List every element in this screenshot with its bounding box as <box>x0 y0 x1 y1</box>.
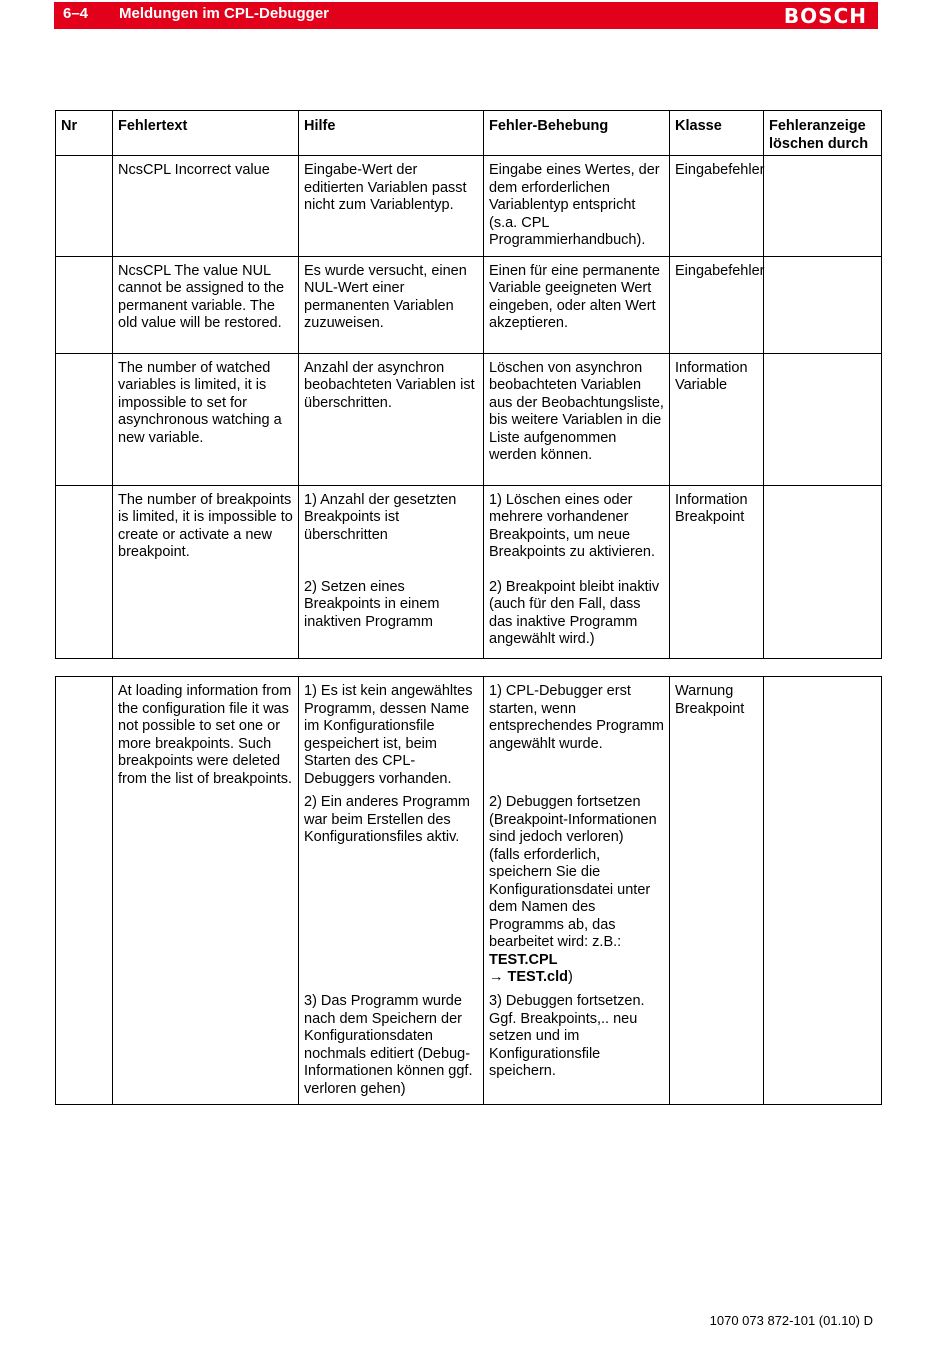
cell-hilfe <box>299 485 484 658</box>
hilfe-item: 1) Anzahl der gesetzten Breakpoints ist überschritten <box>304 491 457 543</box>
cell-nr <box>56 353 113 485</box>
cell-fehlertext: The number of watched variables is limited, it is impossible to set for asynchronous watching a new variable. <box>113 353 299 485</box>
cell-fehlertext: NcsCPL Incorrect value <box>113 156 299 257</box>
document-id: 1070 073 872-101 (01.10) D <box>709 1313 873 1328</box>
col-header-behebung: Fehler-Behebung <box>484 111 670 156</box>
page-number: 6–4 <box>63 5 89 22</box>
table-row <box>56 156 882 257</box>
cell-klasse: Information Breakpoint <box>670 485 764 658</box>
behebung-item: 1) CPL-Debugger erst starten, wenn entsprechendes Programm angewählt wurde. <box>489 683 664 752</box>
message-table-continued <box>55 676 882 1105</box>
table-header-row <box>56 111 882 156</box>
cell-loeschen <box>764 156 882 257</box>
cell-fehlertext: The number of breakpoints is limited, it is impossible to create or activate a new breakpoint. <box>113 485 299 658</box>
message-table <box>55 110 882 659</box>
cell-hilfe: Es wurde versucht, einen NUL-Wert einer permanenten Variablen zuzuweisen. <box>299 256 484 353</box>
brand-logo: BOSCH <box>783 4 867 28</box>
hilfe-item: 2) Ein anderes Programm war beim Erstellen des Konfigurationsfiles aktiv. <box>304 794 471 845</box>
cell-behebung: Eingabe eines Wertes, der dem erforderlichen Variablentyp entspricht (s.a. CPL Programmierhandbuch). <box>484 156 670 257</box>
behebung-note: (falls erforderlich, speichern Sie die Konfigurationsdatei unter dem Namen des Programms ab, das bearbeitet wird: z.B.: <box>489 846 651 950</box>
cell-klasse: Eingabefehler <box>670 256 764 353</box>
cell-fehlertext: NcsCPL The value NUL cannot be assigned to the permanent variable. The old value will be restored. <box>113 256 299 353</box>
hilfe-item: 2) Setzen eines Breakpoints in einem inaktiven Programm <box>304 578 440 630</box>
cell-hilfe: Anzahl der asynchron beobachteten Variablen ist überschritten. <box>299 353 484 485</box>
cell-loeschen <box>764 256 882 353</box>
cell-behebung: Einen für eine permanente Variable geeigneten Wert eingeben, oder alten Wert akzeptieren. <box>484 256 670 353</box>
cell-hilfe: Eingabe-Wert der editierten Variablen passt nicht zum Variablentyp. <box>299 156 484 257</box>
cell-nr <box>56 256 113 353</box>
cell-loeschen <box>764 485 882 658</box>
cell-behebung <box>484 677 670 1105</box>
hilfe-item: 1) Es ist kein angewähltes Programm, dessen Name im Konfigurationsfile gespeichert ist, beim Starten des CPL-Debuggers vorhanden. <box>304 683 473 787</box>
cell-loeschen <box>764 677 882 1105</box>
filename-cpl: TEST.CPL <box>489 951 558 968</box>
cell-klasse: Warnung Breakpoint <box>670 677 764 1105</box>
arrow-icon: → <box>489 969 504 985</box>
col-header-hilfe: Hilfe <box>299 111 484 156</box>
table-row <box>56 256 882 353</box>
cell-behebung <box>484 485 670 658</box>
table-row <box>56 353 882 485</box>
cell-nr <box>56 677 113 1105</box>
behebung-item: 2) Breakpoint bleibt inaktiv (auch für den Fall, dass das inaktive Programm angewählt wird.) <box>489 578 660 647</box>
cell-fehlertext: At loading information from the configuration file it was not possible to set one or more breakpoints. Such breakpoints were deleted from the list of breakpoints. <box>113 677 299 1105</box>
cell-behebung: Löschen von asynchron beobachteten Variablen aus der Beobachtungsliste, bis weitere Variablen in die Liste aufgenommen werden können. <box>484 353 670 485</box>
col-header-loeschen: Fehleranzeige löschen durch <box>764 111 882 156</box>
cell-nr <box>56 156 113 257</box>
cell-hilfe <box>299 677 484 1105</box>
cell-klasse: Information Variable <box>670 353 764 485</box>
behebung-item <box>489 794 664 993</box>
col-header-nr: Nr <box>56 111 113 156</box>
cell-klasse: Eingabefehler <box>670 156 764 257</box>
filename-cld: TEST.cld <box>507 969 568 985</box>
chapter-title: Meldungen im CPL-Debugger <box>119 5 329 22</box>
closing-paren: ) <box>567 969 573 985</box>
hilfe-item: 3) Das Programm wurde nach dem Speichern der Konfigurationsdaten nochmals editiert (Debug-Informationen können ggf. verloren gehen) <box>304 993 473 1097</box>
table-row <box>56 485 882 658</box>
behebung-item: 3) Debuggen fortsetzen. Ggf. Breakpoints,.. neu setzen und im Konfigurationsfile speichern. <box>489 993 645 1079</box>
col-header-klasse: Klasse <box>670 111 764 156</box>
behebung-step-2: 2) Debuggen fortsetzen (Breakpoint-Informationen sind jedoch verloren) <box>489 794 657 845</box>
cell-loeschen <box>764 353 882 485</box>
col-header-fehlertext: Fehlertext <box>113 111 299 156</box>
cell-nr <box>56 485 113 658</box>
table-row <box>56 677 882 1105</box>
page-header <box>54 2 878 29</box>
behebung-item: 1) Löschen eines oder mehrere vorhandener Breakpoints, um neue Breakpoints zu aktivieren. <box>489 491 656 560</box>
